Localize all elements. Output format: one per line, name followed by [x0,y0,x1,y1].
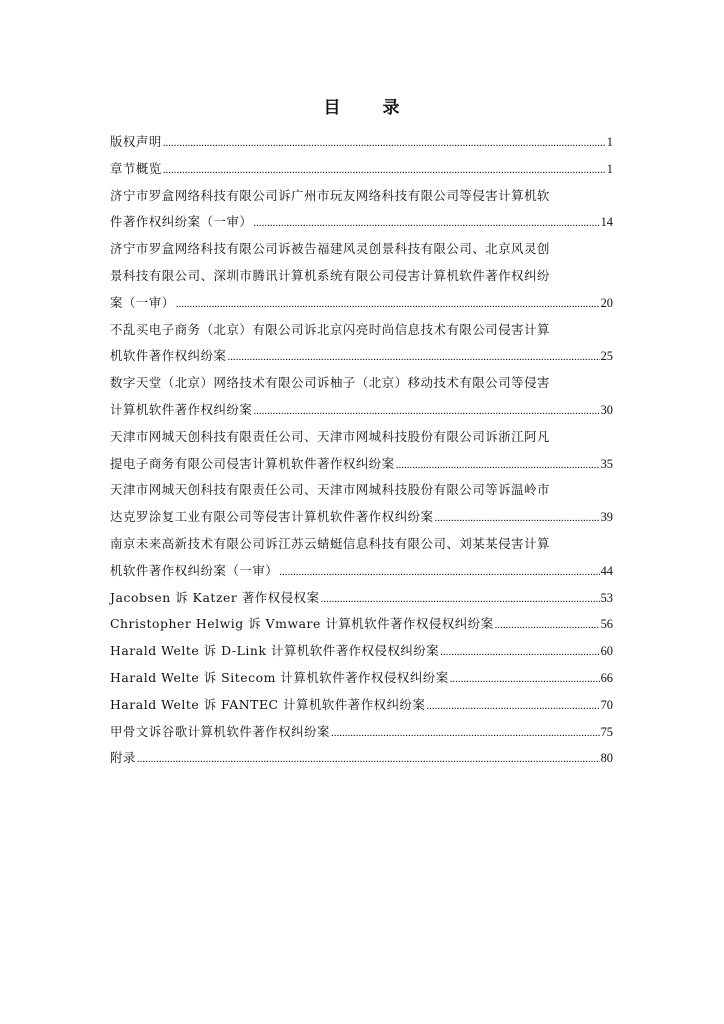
toc-entry-line [110,317,613,344]
toc-leader-dots [253,398,599,425]
toc-entry-text: Jacobsen 诉 Katzer 著作权侵权案 [110,589,320,605]
toc-entry-text: 天津市网城天创科技有限责任公司、天津市网城科技股份有限公司诉浙江阿凡 [110,428,550,444]
toc-entry[interactable] [110,129,613,156]
toc-leader-dots [321,586,600,613]
toc-leader-dots [331,720,600,747]
toc-entry-last-line [110,129,613,156]
toc-entry-text: Harald Welte 诉 Sitecom 计算机软件著作权侵权纠纷案 [110,669,449,685]
toc-entry[interactable] [110,477,613,531]
toc-entry-text: 南京未来高新技术有限公司诉江苏云蜻蜓信息科技有限公司、刘某某侵害计算 [110,535,550,551]
toc-entry-last-line [110,451,613,478]
toc-entry-last-line [110,638,613,665]
toc-page-number: 70 [600,697,613,712]
toc-list [110,129,613,772]
toc-entry-text: 天津市网城天创科技有限责任公司、天津市网城科技股份有限公司等诉温岭市 [110,482,550,498]
toc-entry[interactable] [110,370,613,424]
toc-leader-dots [253,210,599,237]
toc-page-number: 44 [600,563,613,578]
toc-entry[interactable] [110,317,613,371]
toc-leader-dots [137,746,600,773]
toc-entry-text: 提电子商务有限公司侵害计算机软件著作权纠纷案 [110,455,395,471]
toc-leader-dots [176,291,600,318]
toc-entry-last-line [110,692,613,719]
toc-entry[interactable] [110,156,613,183]
toc-entry-text: 机软件著作权纠纷案 [110,348,227,364]
toc-entry[interactable] [110,665,613,692]
toc-entry-line [110,424,613,451]
toc-entry-line [110,531,613,558]
toc-page-number: 25 [600,349,613,364]
toc-entry-last-line [110,611,613,638]
toc-entry-text: 版权声明 [110,134,162,149]
toc-page-number: 20 [600,295,613,310]
toc-entry-text: 案（一审） [110,294,175,310]
toc-entry-text: 景科技有限公司、深圳市腾讯计算机系统有限公司侵害计算机软件著作权纠纷 [110,267,550,283]
toc-entry-last-line [110,558,613,585]
toc-leader-dots [163,130,606,157]
toc-page-number: 14 [600,215,613,230]
toc-entry-text: 章节概览 [110,160,162,176]
toc-entry-last-line [110,290,613,317]
toc-leader-dots [495,612,600,639]
toc-title: 目 录 [323,98,418,118]
toc-entry[interactable] [110,611,613,638]
toc-entry-line [110,263,613,290]
toc-page-number: 75 [600,724,613,739]
toc-entry-last-line [110,665,613,692]
toc-leader-dots [163,157,606,184]
toc-page-number: 39 [600,510,613,525]
toc-entry-text: Christopher Helwig 诉 Vmware 计算机软件著作权侵权纠纷案 [110,616,494,632]
toc-entry-text: 甲骨文诉谷歌计算机软件著作权纠纷案 [110,723,330,739]
toc-entry-last-line [110,209,613,236]
toc-entry-text: 机软件著作权纠纷案（一审） [110,562,279,578]
toc-leader-dots [279,559,599,586]
toc-entry-line [110,477,613,504]
toc-page-number: 1 [606,161,613,176]
toc-entry-line [110,183,613,210]
toc-leader-dots [440,639,599,666]
toc-entry-text: Harald Welte 诉 FANTEC 计算机软件著作权纠纷案 [110,696,426,712]
toc-leader-dots [450,666,600,693]
toc-entry-text: 济宁市罗盒网络科技有限公司诉广州市玩友网络科技有限公司等侵害计算机软 [110,187,550,203]
toc-page-number: 53 [600,590,613,605]
toc-entry-line [110,370,613,397]
toc-leader-dots [435,505,600,532]
toc-entry[interactable] [110,531,613,585]
toc-entry-text: 不乱买电子商务（北京）有限公司诉北京闪亮时尚信息技术有限公司侵害计算 [110,321,550,337]
toc-entry-last-line [110,504,613,531]
toc-entry[interactable] [110,638,613,665]
toc-leader-dots [227,344,599,371]
toc-entry-last-line [110,585,613,612]
toc-leader-dots [396,452,600,479]
toc-page-number: 1 [606,135,613,149]
toc-page [110,95,613,772]
toc-entry-text: 附录 [110,750,136,766]
toc-page-number: 80 [600,751,613,766]
toc-entry-line [110,236,613,263]
toc-entry[interactable] [110,236,613,316]
toc-entry-text: 数字天堂（北京）网络技术有限公司诉柚子（北京）移动技术有限公司等侵害 [110,375,550,391]
toc-entry-last-line [110,343,613,370]
toc-entry-last-line [110,719,613,746]
toc-leader-dots [426,693,599,720]
toc-page-number: 60 [600,644,613,659]
toc-entry[interactable] [110,183,613,237]
toc-entry-text: 达克罗涂复工业有限公司等侵害计算机软件著作权纠纷案 [110,509,434,525]
toc-entry[interactable] [110,424,613,478]
toc-entry[interactable] [110,745,613,772]
toc-entry-text: 计算机软件著作权纠纷案 [110,401,253,417]
toc-page-number: 56 [600,617,613,632]
toc-entry-last-line [110,397,613,424]
toc-entry-text: 件著作权纠纷案（一审） [110,214,253,230]
toc-entry[interactable] [110,585,613,612]
toc-entry-last-line [110,745,613,772]
toc-page-number: 35 [600,456,613,471]
toc-page-number: 30 [600,402,613,417]
toc-entry-text: 济宁市罗盒网络科技有限公司诉被告福建风灵创景科技有限公司、北京风灵创 [110,241,550,257]
toc-entry[interactable] [110,692,613,719]
toc-entry[interactable] [110,719,613,746]
toc-page-number: 66 [600,670,613,685]
toc-entry-last-line [110,156,613,183]
toc-entry-text: Harald Welte 诉 D-Link 计算机软件著作权侵权纠纷案 [110,643,440,659]
